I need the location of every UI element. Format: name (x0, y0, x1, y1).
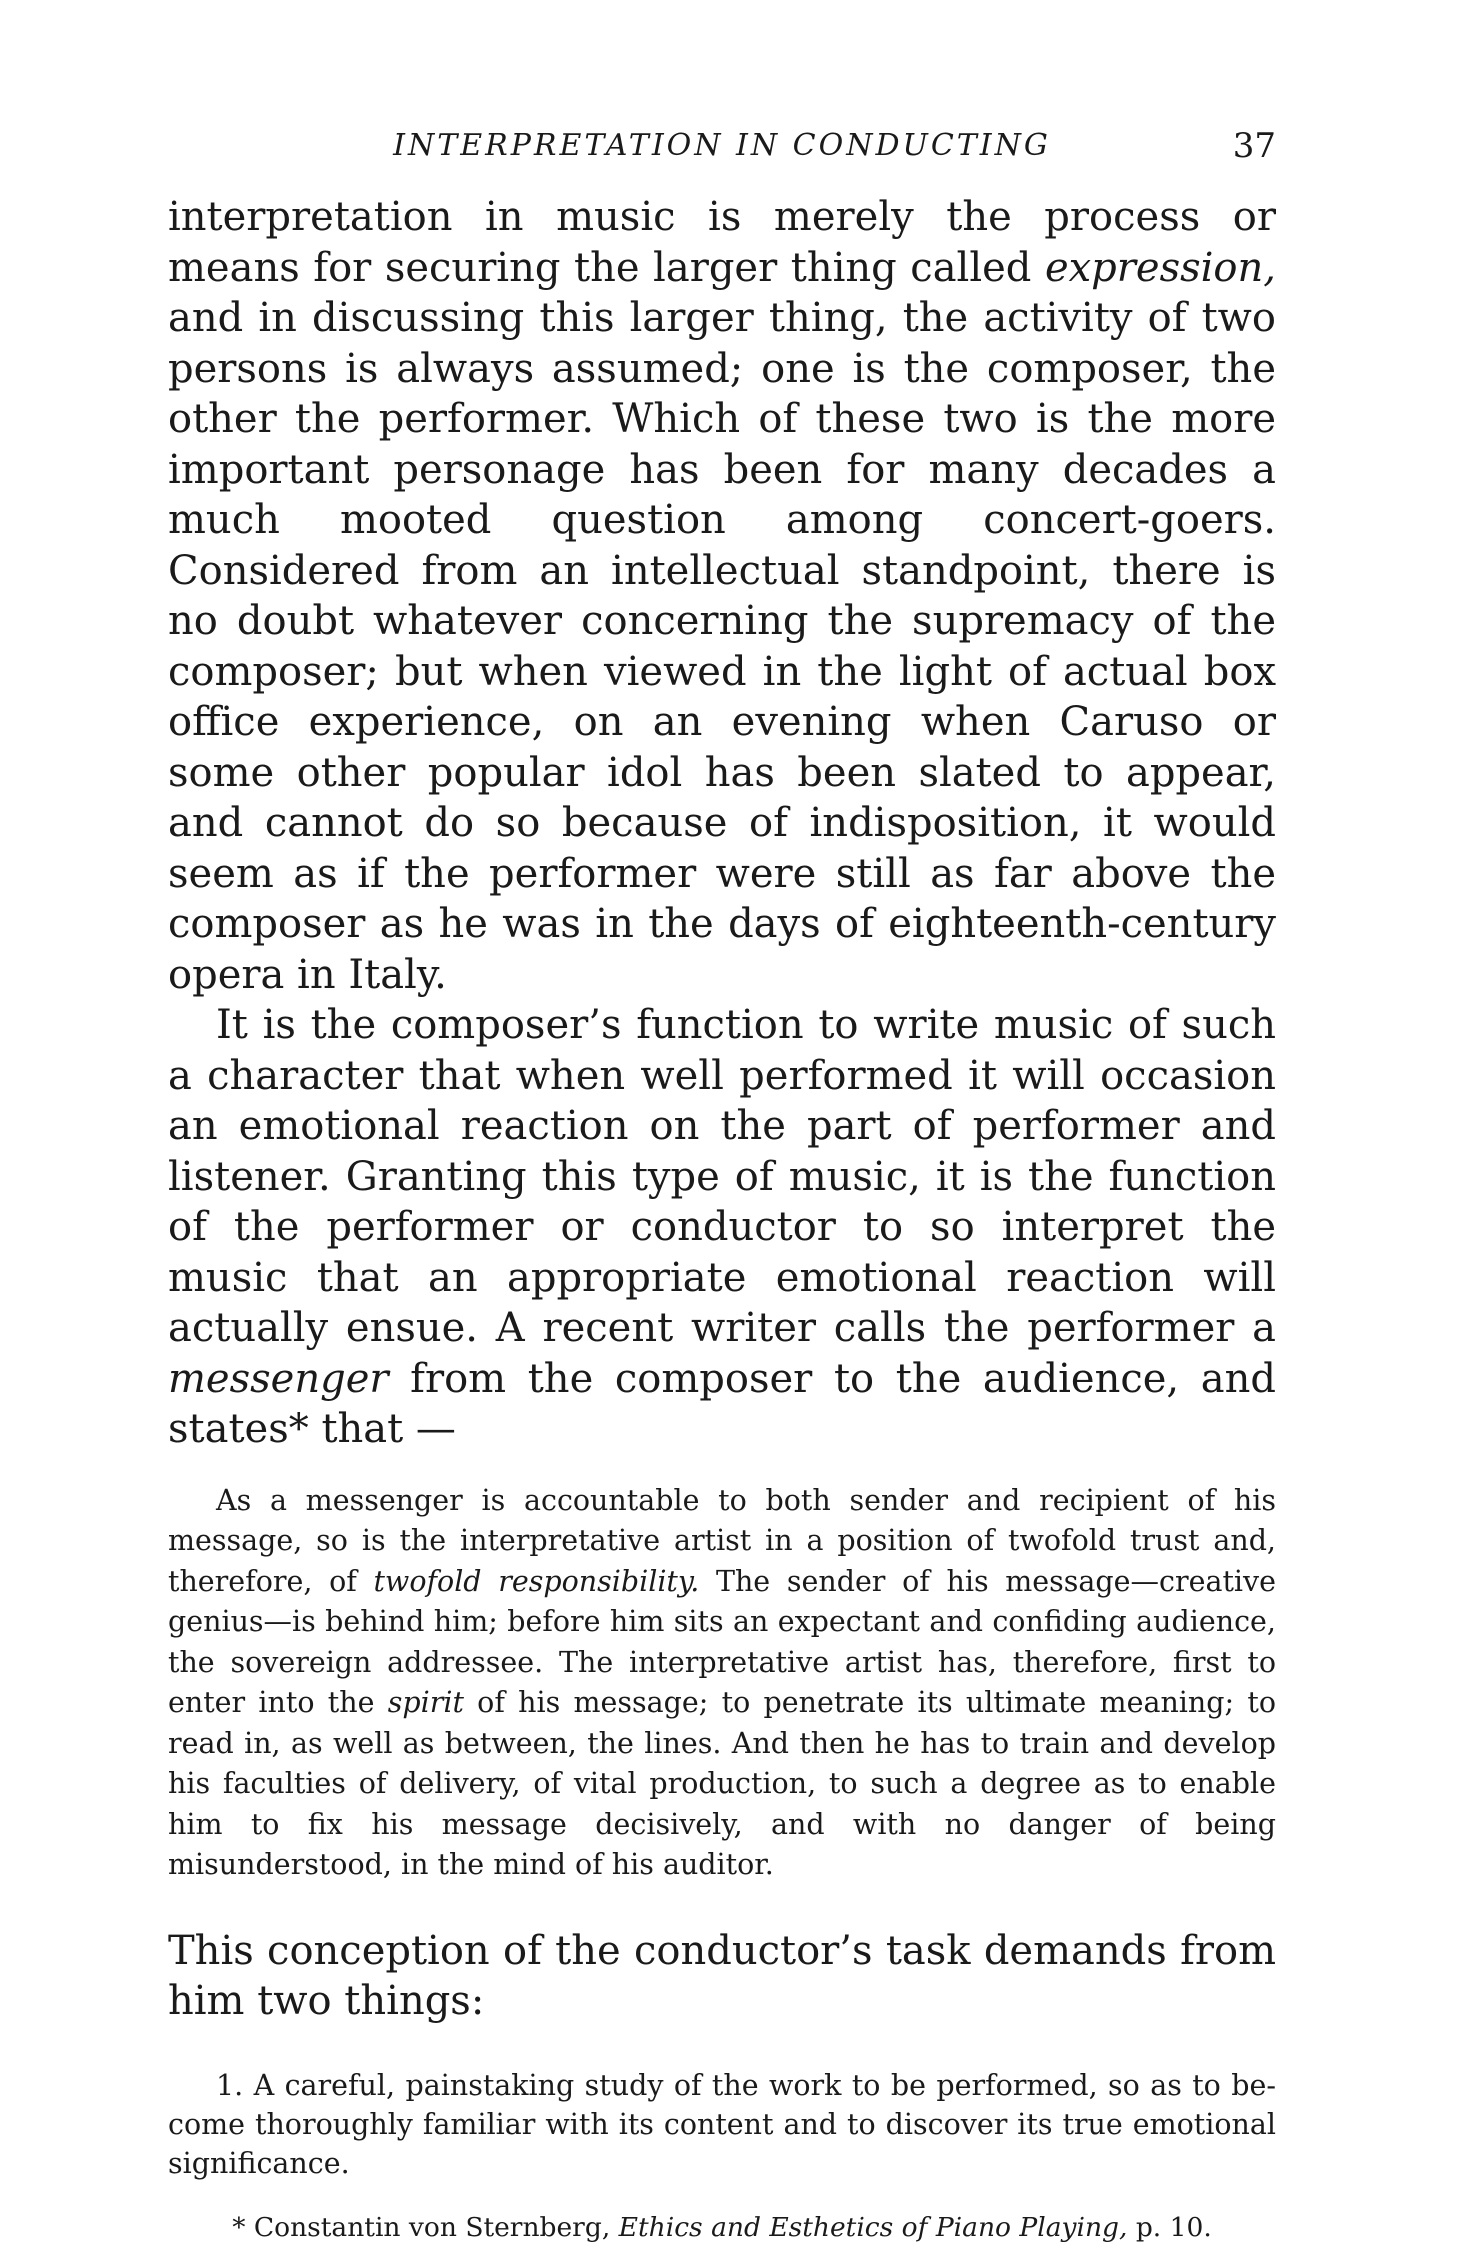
list-item-1: 1. A careful, painstaking study of the work to be performed, so as to become thoroughly familiar with its content and to discover its true emotional significance. (168, 2068, 1276, 2180)
body-paragraph-2 (168, 1000, 1276, 1455)
para1-text-1: interpretation in music is merely the process or means for securing the larger thing called (168, 194, 1276, 291)
running-head (168, 120, 1276, 168)
footnote (168, 2211, 1276, 2245)
para2-text-2: from the composer to the audience, and states* that — (168, 1355, 1276, 1452)
body-paragraph-1 (168, 192, 1276, 1000)
quote-text-2: The sender of his message—creative genius—is behind him; before him sits an expectant and confiding audience, the sovereign addressee. The interpretative artist has, therefore, first to enter into the (168, 1564, 1276, 1719)
para1-emphasis-expression: expression, (1044, 244, 1276, 291)
conclusion-paragraph: This conception of the conductor’s task demands from him two things: (168, 1927, 1276, 2024)
block-quote (168, 1481, 1276, 1886)
footnote-author: * Constantin von Sternberg, (232, 2212, 619, 2243)
quote-emphasis-responsibility: twofold responsibility. (373, 1564, 700, 1598)
footnote-title: Ethics and Esthetics of Piano Playing, (618, 2212, 1128, 2243)
quote-emphasis-spirit: spirit (387, 1686, 464, 1719)
para2-text-1: It is the composer’s function to write music of such a character that when well performed it will occasion an emotional reaction on the part of performer and listener. Granting this type of music, it is the function of the performer or conductor to so interpret the music that an appropriate emotional reaction will actually ensue. A recent writer calls the performer a (168, 1002, 1276, 1351)
book-page (168, 120, 1276, 2245)
quote-text-1: As a messenger is accountable to both sender and recipient of his message, so is the interpretative artist in a position of twofold trust and, therefore, of (168, 1483, 1276, 1598)
running-title: INTERPRETATION IN CONDUCTING (393, 128, 1051, 163)
page-number: 37 (1232, 126, 1276, 166)
quote-text-3: of his message; to penetrate its ultimate meaning; to read in, as well as between, the lines. And then he has to train and develop his faculties of delivery, of vital production, to such a degree as to enable him to fix his message decisively, and with no danger of being misunderstood, in the mind of his auditor. (168, 1686, 1276, 1881)
para2-emphasis-messenger: messenger (168, 1355, 389, 1402)
footnote-page: p. 10. (1127, 2212, 1212, 2243)
para1-text-2: and in discussing this larger thing, the activity of two persons is always assumed; one is the composer, the other the performer. Which of these two is the more important personage has been for many decades a much mooted question among concert-goers. Considered from an intellectual standpoint, there is no doubt whatever concerning the supremacy of the composer; but when viewed in the light of actual box office experience, on an evening when Caruso or some other popular idol has been slated to appear, and cannot do so because of indisposition, it would seem as if the performer were still as far above the composer as he was in the days of eighteenth-century opera in Italy. (168, 295, 1276, 998)
